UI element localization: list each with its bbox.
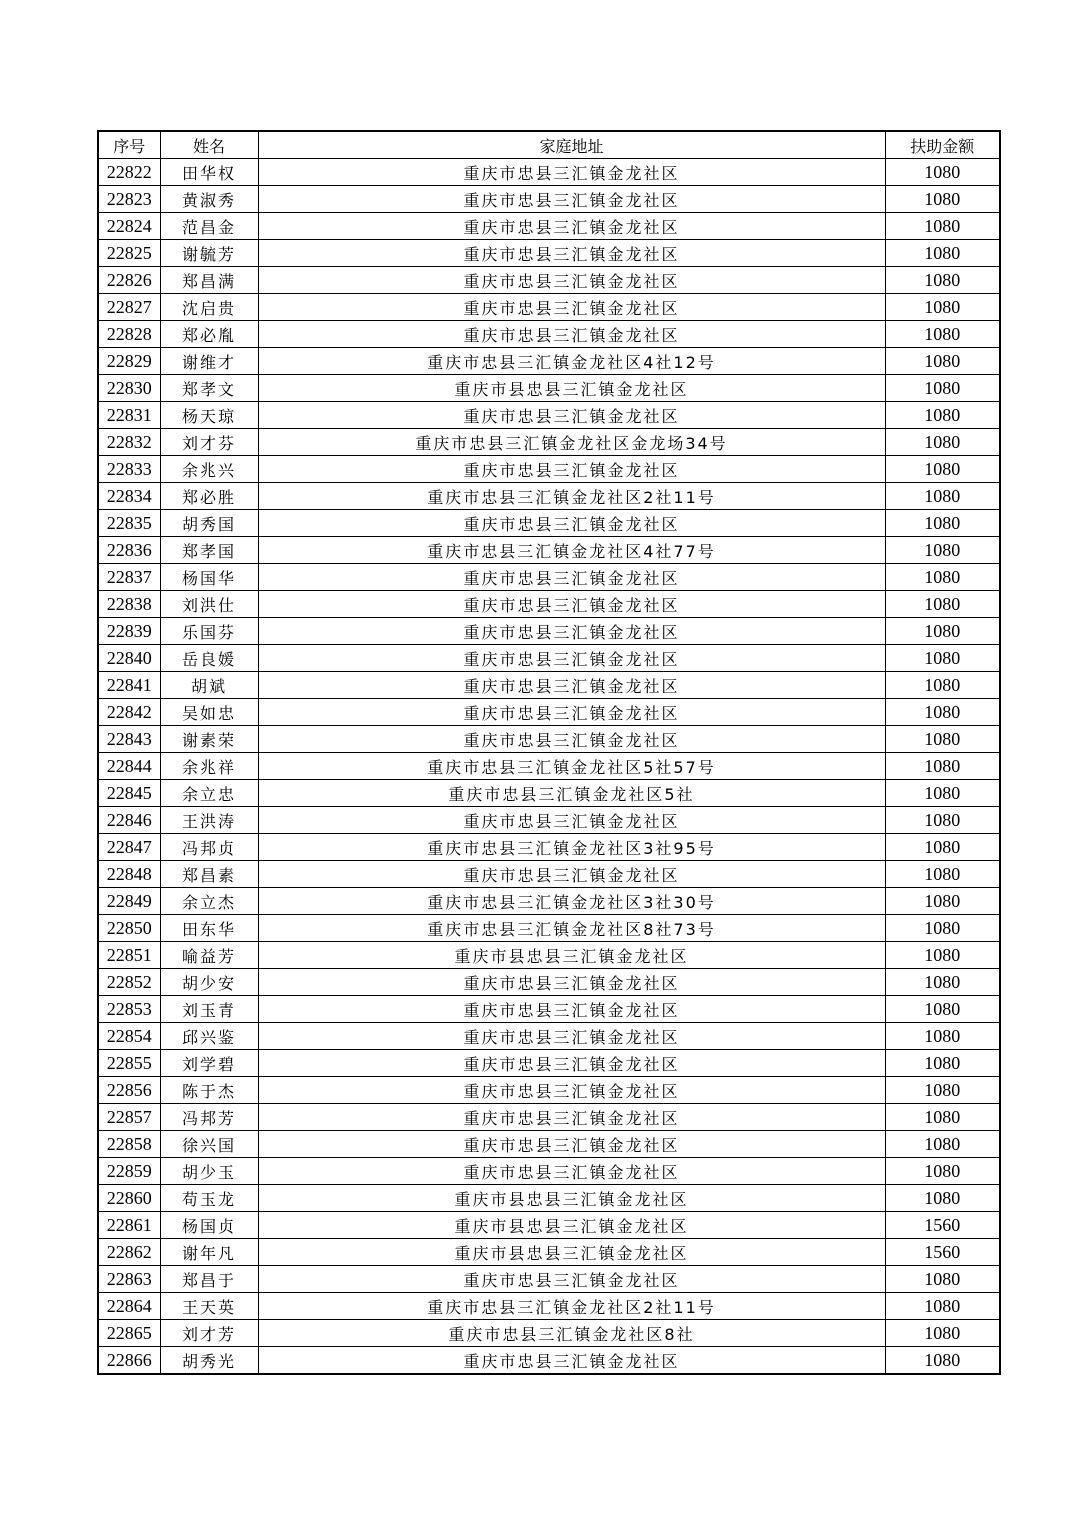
header-seq: 序号 [98, 131, 160, 159]
table-row [98, 402, 1000, 429]
cell-amount: 1080 [885, 672, 1000, 699]
cell-name: 胡秀国 [160, 510, 258, 537]
table-row [98, 1266, 1000, 1293]
cell-seq: 22865 [98, 1320, 160, 1347]
cell-seq: 22838 [98, 591, 160, 618]
cell-seq: 22837 [98, 564, 160, 591]
cell-amount: 1080 [885, 888, 1000, 915]
cell-address: 重庆市忠县三汇镇金龙社区 [258, 186, 885, 213]
cell-amount: 1080 [885, 1320, 1000, 1347]
cell-amount: 1080 [885, 294, 1000, 321]
cell-amount: 1080 [885, 321, 1000, 348]
cell-name: 杨国贞 [160, 1212, 258, 1239]
cell-seq: 22823 [98, 186, 160, 213]
cell-address: 重庆市忠县三汇镇金龙社区 [258, 402, 885, 429]
cell-address: 重庆市忠县三汇镇金龙社区 [258, 294, 885, 321]
table-row [98, 1077, 1000, 1104]
cell-address: 重庆市县忠县三汇镇金龙社区 [258, 1185, 885, 1212]
cell-address: 重庆市忠县三汇镇金龙社区 [258, 159, 885, 186]
cell-amount: 1080 [885, 510, 1000, 537]
cell-address: 重庆市忠县三汇镇金龙社区 [258, 1104, 885, 1131]
cell-address: 重庆市忠县三汇镇金龙社区5社 [258, 780, 885, 807]
cell-amount: 1080 [885, 240, 1000, 267]
cell-seq: 22856 [98, 1077, 160, 1104]
cell-amount: 1080 [885, 1158, 1000, 1185]
table-row [98, 888, 1000, 915]
table-row [98, 780, 1000, 807]
cell-amount: 1080 [885, 1347, 1000, 1375]
cell-seq: 22847 [98, 834, 160, 861]
table-row [98, 1320, 1000, 1347]
cell-address: 重庆市忠县三汇镇金龙社区 [258, 1023, 885, 1050]
table-row [98, 213, 1000, 240]
cell-amount: 1080 [885, 1131, 1000, 1158]
cell-address: 重庆市忠县三汇镇金龙社区2社11号 [258, 483, 885, 510]
cell-amount: 1080 [885, 915, 1000, 942]
cell-name: 田华权 [160, 159, 258, 186]
cell-address: 重庆市忠县三汇镇金龙社区 [258, 321, 885, 348]
cell-amount: 1080 [885, 1185, 1000, 1212]
table-row [98, 1293, 1000, 1320]
cell-seq: 22854 [98, 1023, 160, 1050]
cell-name: 冯邦芳 [160, 1104, 258, 1131]
cell-seq: 22842 [98, 699, 160, 726]
cell-amount: 1080 [885, 348, 1000, 375]
table-row [98, 375, 1000, 402]
cell-seq: 22825 [98, 240, 160, 267]
table-row [98, 564, 1000, 591]
cell-seq: 22826 [98, 267, 160, 294]
table-row [98, 1023, 1000, 1050]
cell-address: 重庆市忠县三汇镇金龙社区 [258, 1158, 885, 1185]
cell-address: 重庆市忠县三汇镇金龙社区 [258, 1131, 885, 1158]
cell-address: 重庆市忠县三汇镇金龙社区3社30号 [258, 888, 885, 915]
cell-name: 徐兴国 [160, 1131, 258, 1158]
cell-amount: 1080 [885, 726, 1000, 753]
cell-seq: 22860 [98, 1185, 160, 1212]
cell-amount: 1080 [885, 699, 1000, 726]
table-row [98, 969, 1000, 996]
cell-name: 刘才芬 [160, 429, 258, 456]
cell-name: 郑孝国 [160, 537, 258, 564]
cell-seq: 22849 [98, 888, 160, 915]
header-name: 姓名 [160, 131, 258, 159]
cell-seq: 22835 [98, 510, 160, 537]
cell-name: 王洪涛 [160, 807, 258, 834]
cell-seq: 22845 [98, 780, 160, 807]
cell-seq: 22855 [98, 1050, 160, 1077]
cell-name: 郑昌素 [160, 861, 258, 888]
table-row [98, 294, 1000, 321]
cell-amount: 1080 [885, 807, 1000, 834]
cell-address: 重庆市忠县三汇镇金龙社区4社77号 [258, 537, 885, 564]
cell-amount: 1080 [885, 1077, 1000, 1104]
cell-name: 苟玉龙 [160, 1185, 258, 1212]
cell-address: 重庆市忠县三汇镇金龙社区2社11号 [258, 1293, 885, 1320]
cell-address: 重庆市忠县三汇镇金龙社区 [258, 213, 885, 240]
cell-name: 郑昌于 [160, 1266, 258, 1293]
cell-amount: 1080 [885, 375, 1000, 402]
table-row [98, 321, 1000, 348]
cell-seq: 22853 [98, 996, 160, 1023]
table-row [98, 1185, 1000, 1212]
cell-seq: 22841 [98, 672, 160, 699]
table-row [98, 1212, 1000, 1239]
cell-amount: 1080 [885, 564, 1000, 591]
table-row [98, 942, 1000, 969]
cell-name: 吴如忠 [160, 699, 258, 726]
table-row [98, 348, 1000, 375]
table-row [98, 456, 1000, 483]
cell-address: 重庆市忠县三汇镇金龙社区 [258, 807, 885, 834]
cell-name: 余立忠 [160, 780, 258, 807]
cell-address: 重庆市忠县三汇镇金龙社区 [258, 969, 885, 996]
cell-name: 郑昌满 [160, 267, 258, 294]
table-row [98, 618, 1000, 645]
cell-address: 重庆市县忠县三汇镇金龙社区 [258, 1212, 885, 1239]
table-row [98, 1131, 1000, 1158]
cell-seq: 22832 [98, 429, 160, 456]
cell-name: 喻益芳 [160, 942, 258, 969]
cell-name: 沈启贵 [160, 294, 258, 321]
cell-address: 重庆市忠县三汇镇金龙社区 [258, 510, 885, 537]
cell-amount: 1080 [885, 861, 1000, 888]
cell-amount: 1080 [885, 1104, 1000, 1131]
table-row [98, 1347, 1000, 1375]
cell-amount: 1080 [885, 1266, 1000, 1293]
cell-seq: 22827 [98, 294, 160, 321]
cell-seq: 22852 [98, 969, 160, 996]
cell-address: 重庆市忠县三汇镇金龙社区 [258, 1347, 885, 1375]
cell-amount: 1080 [885, 159, 1000, 186]
cell-address: 重庆市忠县三汇镇金龙社区 [258, 672, 885, 699]
cell-seq: 22831 [98, 402, 160, 429]
table-row [98, 159, 1000, 186]
table-row [98, 699, 1000, 726]
cell-seq: 22846 [98, 807, 160, 834]
cell-seq: 22840 [98, 645, 160, 672]
header-row [98, 131, 1000, 159]
table-row [98, 726, 1000, 753]
cell-amount: 1080 [885, 780, 1000, 807]
cell-address: 重庆市忠县三汇镇金龙社区 [258, 267, 885, 294]
cell-name: 郑孝文 [160, 375, 258, 402]
table-row [98, 996, 1000, 1023]
cell-address: 重庆市忠县三汇镇金龙社区 [258, 591, 885, 618]
cell-address: 重庆市忠县三汇镇金龙社区金龙场34号 [258, 429, 885, 456]
cell-seq: 22858 [98, 1131, 160, 1158]
table-row [98, 483, 1000, 510]
cell-address: 重庆市县忠县三汇镇金龙社区 [258, 1239, 885, 1266]
table-row [98, 753, 1000, 780]
cell-name: 陈于杰 [160, 1077, 258, 1104]
cell-address: 重庆市忠县三汇镇金龙社区 [258, 645, 885, 672]
cell-name: 刘才芳 [160, 1320, 258, 1347]
cell-seq: 22830 [98, 375, 160, 402]
cell-seq: 22850 [98, 915, 160, 942]
cell-amount: 1080 [885, 996, 1000, 1023]
cell-name: 田东华 [160, 915, 258, 942]
cell-amount: 1080 [885, 834, 1000, 861]
cell-address: 重庆市忠县三汇镇金龙社区 [258, 996, 885, 1023]
cell-amount: 1080 [885, 186, 1000, 213]
document-page [97, 130, 999, 1375]
cell-address: 重庆市县忠县三汇镇金龙社区 [258, 942, 885, 969]
cell-address: 重庆市忠县三汇镇金龙社区 [258, 699, 885, 726]
cell-address: 重庆市忠县三汇镇金龙社区 [258, 726, 885, 753]
cell-amount: 1080 [885, 591, 1000, 618]
cell-amount: 1560 [885, 1239, 1000, 1266]
cell-seq: 22839 [98, 618, 160, 645]
table-row [98, 429, 1000, 456]
cell-amount: 1080 [885, 753, 1000, 780]
cell-name: 胡斌 [160, 672, 258, 699]
cell-address: 重庆市忠县三汇镇金龙社区 [258, 861, 885, 888]
cell-seq: 22843 [98, 726, 160, 753]
cell-amount: 1080 [885, 429, 1000, 456]
cell-amount: 1080 [885, 942, 1000, 969]
cell-name: 刘玉青 [160, 996, 258, 1023]
table-row [98, 807, 1000, 834]
table-row [98, 834, 1000, 861]
cell-name: 余兆兴 [160, 456, 258, 483]
cell-address: 重庆市忠县三汇镇金龙社区8社73号 [258, 915, 885, 942]
cell-address: 重庆市忠县三汇镇金龙社区 [258, 564, 885, 591]
cell-name: 谢毓芳 [160, 240, 258, 267]
table-row [98, 645, 1000, 672]
cell-amount: 1080 [885, 1023, 1000, 1050]
cell-name: 黄淑秀 [160, 186, 258, 213]
cell-amount: 1080 [885, 537, 1000, 564]
cell-amount: 1080 [885, 618, 1000, 645]
assistance-table [97, 130, 1001, 1375]
cell-amount: 1080 [885, 1050, 1000, 1077]
cell-address: 重庆市忠县三汇镇金龙社区 [258, 1050, 885, 1077]
cell-name: 范昌金 [160, 213, 258, 240]
table-row [98, 591, 1000, 618]
cell-name: 刘洪仕 [160, 591, 258, 618]
table-row [98, 861, 1000, 888]
cell-address: 重庆市忠县三汇镇金龙社区 [258, 1077, 885, 1104]
cell-amount: 1080 [885, 969, 1000, 996]
cell-seq: 22836 [98, 537, 160, 564]
cell-seq: 22866 [98, 1347, 160, 1375]
cell-seq: 22864 [98, 1293, 160, 1320]
cell-seq: 22848 [98, 861, 160, 888]
cell-address: 重庆市忠县三汇镇金龙社区 [258, 618, 885, 645]
cell-seq: 22828 [98, 321, 160, 348]
table-row [98, 1050, 1000, 1077]
cell-seq: 22863 [98, 1266, 160, 1293]
cell-name: 谢维才 [160, 348, 258, 375]
table-row [98, 267, 1000, 294]
cell-amount: 1080 [885, 267, 1000, 294]
table-row [98, 672, 1000, 699]
cell-name: 刘学碧 [160, 1050, 258, 1077]
cell-name: 郑必胤 [160, 321, 258, 348]
cell-address: 重庆市忠县三汇镇金龙社区 [258, 456, 885, 483]
cell-address: 重庆市忠县三汇镇金龙社区5社57号 [258, 753, 885, 780]
table-row [98, 510, 1000, 537]
cell-amount: 1080 [885, 1293, 1000, 1320]
cell-name: 杨国华 [160, 564, 258, 591]
cell-name: 乐国芬 [160, 618, 258, 645]
cell-name: 胡少安 [160, 969, 258, 996]
cell-amount: 1080 [885, 213, 1000, 240]
table-row [98, 1104, 1000, 1131]
cell-address: 重庆市忠县三汇镇金龙社区 [258, 1266, 885, 1293]
cell-seq: 22834 [98, 483, 160, 510]
cell-seq: 22824 [98, 213, 160, 240]
cell-name: 王天英 [160, 1293, 258, 1320]
cell-amount: 1080 [885, 456, 1000, 483]
table-row [98, 186, 1000, 213]
cell-seq: 22844 [98, 753, 160, 780]
cell-amount: 1080 [885, 402, 1000, 429]
cell-amount: 1080 [885, 645, 1000, 672]
cell-name: 胡少玉 [160, 1158, 258, 1185]
cell-seq: 22859 [98, 1158, 160, 1185]
table-row [98, 537, 1000, 564]
header-address: 家庭地址 [258, 131, 885, 159]
cell-name: 杨天琼 [160, 402, 258, 429]
cell-name: 谢素荣 [160, 726, 258, 753]
cell-name: 郑必胜 [160, 483, 258, 510]
cell-seq: 22829 [98, 348, 160, 375]
cell-seq: 22857 [98, 1104, 160, 1131]
cell-name: 邱兴鉴 [160, 1023, 258, 1050]
cell-amount: 1560 [885, 1212, 1000, 1239]
table-header [98, 131, 1000, 159]
table-body [98, 159, 1000, 1375]
cell-name: 余兆祥 [160, 753, 258, 780]
cell-address: 重庆市忠县三汇镇金龙社区3社95号 [258, 834, 885, 861]
table-row [98, 240, 1000, 267]
cell-seq: 22862 [98, 1239, 160, 1266]
cell-address: 重庆市忠县三汇镇金龙社区4社12号 [258, 348, 885, 375]
cell-seq: 22822 [98, 159, 160, 186]
cell-address: 重庆市忠县三汇镇金龙社区 [258, 240, 885, 267]
cell-name: 谢年凡 [160, 1239, 258, 1266]
cell-address: 重庆市县忠县三汇镇金龙社区 [258, 375, 885, 402]
cell-seq: 22833 [98, 456, 160, 483]
cell-seq: 22851 [98, 942, 160, 969]
cell-name: 岳良媛 [160, 645, 258, 672]
table-row [98, 1158, 1000, 1185]
cell-name: 余立杰 [160, 888, 258, 915]
header-amount: 扶助金额 [885, 131, 1000, 159]
cell-name: 冯邦贞 [160, 834, 258, 861]
cell-name: 胡秀光 [160, 1347, 258, 1375]
cell-address: 重庆市忠县三汇镇金龙社区8社 [258, 1320, 885, 1347]
table-row [98, 1239, 1000, 1266]
cell-amount: 1080 [885, 483, 1000, 510]
cell-seq: 22861 [98, 1212, 160, 1239]
table-row [98, 915, 1000, 942]
